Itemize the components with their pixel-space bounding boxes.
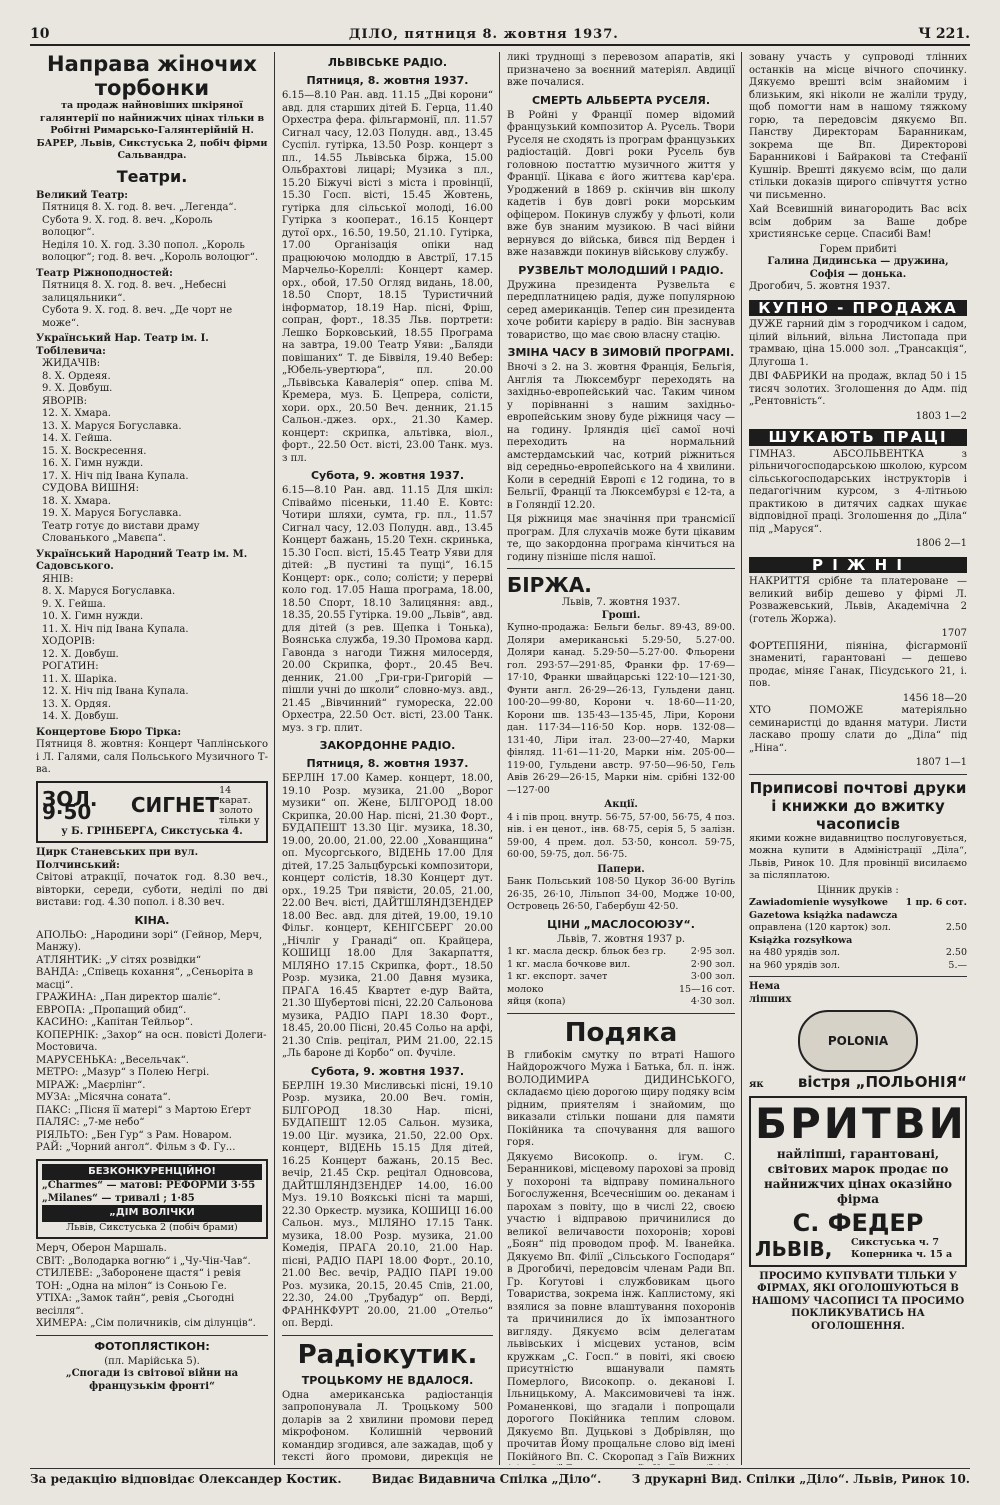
great-theatre-heading: Великий Театр:	[36, 189, 128, 201]
trotsky-text: Одна американська радіостанція запропонувала Л. Троцькому 500 доларів за 2 хвилини промови перед мікрофоном. Колишній червоний командир згодився, але зажадав, щоб у тексті його промови, дирекція не	[282, 1389, 494, 1463]
razor-city: ЛЬВІВ,	[755, 1236, 833, 1261]
list-item: СУДОВА ВИШНЯ:	[42, 483, 139, 494]
list-item: Неділя 10. X. год. 3.30 попол. „Король волоцюг“; год. 8. веч. „Король волоцюг“.	[42, 239, 259, 263]
list-item: МЕТРО: „Мазур“ з Полею Негрі.	[36, 1067, 210, 1078]
shoe-ad-title: БЕЗКОНКУРЕНЦІЙНО!	[42, 1164, 262, 1181]
ukr-theatre-heading: Український Нар. Театр ім. І. Тобілевича:	[36, 333, 209, 357]
list-item: 14. X. Довбуш.	[42, 711, 119, 722]
roussel-title: СМЕРТЬ АЛЬБЕРТА РУСЕЛЯ.	[531, 93, 711, 107]
polonia-brand: POLONIA	[827, 1033, 889, 1048]
footer-publisher: Видає Видавнича Спілка „Діло“.	[371, 1472, 602, 1486]
signet-name: СИГНЕТ	[130, 793, 220, 818]
list-item: 12. X. Хмара.	[42, 408, 111, 419]
maslo-title: ЦІНИ „МАСЛОСОЮЗУ“.	[547, 917, 695, 931]
foreign-saturday-program: БЕРЛІН 19.30 Мисливські пісні, 19.10 Розр. музика, 20.00 Веч. гомін, БІЛГОРОД 18.30 Нар. пісні, БУДАПЕШТ 12.05 Сальон. музика, 19.00 Ціг. музика, 21.50, 22.00 Орх. концерт, ВІДЕНЬ 15.15 Для дітей, 16.25 Концерт бажань, 20.15 Вес. вечір, 21.45 Скр. рецітал Одновсова, ДАЙТШЛЯНДЗЕНДЕР 14.00, 16.00 Муз. 19.10 Воякські пісні та марші, 22.30 Оркестр. музика, КОШИЦІ 16.00 Сальон. муз., МІЛЯНО 17.15 Танк. музика, 18.00 Розр. музика, 21.00 Комедія, ПРАГА 20.10, 21.00 Нар. пісні, РАДІО ПАРІ 18.00 Форт., 20.10, 21.00 Вес. вечір, РАДІО ПАРІ 19.00 Роз. музика, 20.15, 20.45 Спів, 21.00, 22.30, 24.00 „Трубадур“ оп. Верді, ФРАННКФУРТ 20.00, 21.00 „Отельо“ оп. Верді.	[282, 1080, 493, 1329]
mourn-line: Горем прибиті	[819, 243, 897, 255]
buy-sell-text: ДУЖЕ гарний дім з городчиком і садом, цілий вільний, вільна Листопада при трамваю, ціна 15.000 зол. „Трансакція“, Длугоша 1.	[749, 319, 967, 368]
list-item: ЯВОРІВ:	[42, 395, 88, 407]
shares-text: 4 і пів проц. внутр. 56·75, 57·00, 56·75, 4 поз. нів. і ен ценот., інв. 68·75, серія 5, 5 залізн. 59·00, 4 прем. дол. 53·50, консол. 59·75, 60·00, 59·75, дол. 56·75.	[507, 811, 735, 860]
price-label: 1 кг. експорт. зачет	[507, 971, 608, 982]
bag-ad-title: Направа жіночих торбонки	[47, 52, 257, 100]
list-item: 19. X. Маруся Богуславка.	[42, 508, 182, 519]
list-item: ТОН: „Одна на мілон“ із Соньою Ге.	[36, 1280, 227, 1292]
table-row	[749, 910, 967, 923]
table-row	[507, 946, 735, 959]
masthead	[30, 24, 970, 46]
cinema-title: КІНА.	[134, 913, 170, 927]
form-label: на 480 урядів зол.	[749, 947, 841, 958]
form-label: Zawiadomienie wysyłkowe	[749, 897, 888, 908]
shoe-ad-shop: „ДІМ ВОЛІЧКИ	[42, 1205, 262, 1222]
table-row	[507, 959, 735, 972]
misc-text-3: ХТО ПОМОЖЕ матеріяльно семинаристці до вдання матури. Листи ласкаво прошу слати до „Діла“ під „Ніна“.	[749, 705, 967, 754]
shares-heading: Акції.	[604, 799, 638, 810]
list-item: МІРАЖ: „Маєрлінг“.	[36, 1079, 146, 1091]
column-3	[501, 52, 742, 1465]
forms-text: якими кожне видавництво послуговується, можна купити в Адміністрації „Діла“, Львів, Ринок 10. Для провінції висилаємо за післяплатою.	[749, 832, 967, 881]
price-label: 1 кг. масла дескр. бльок без гр.	[507, 946, 667, 957]
signet-ad	[36, 781, 268, 844]
fdr-title: РУЗВЕЛЬТ МОЛОДШИЙ І РАДІО.	[518, 263, 724, 277]
circus-text: Світові атракції, початок год. 8.30 веч., вівторки, середи, суботи, неділі по дві вистави: год. 4.30 попол. і 8.30 веч.	[36, 872, 268, 908]
column-1	[30, 52, 275, 1465]
list-item: 17. X. Ніч під Івана Купала.	[42, 470, 189, 482]
form-price: 2.50	[945, 922, 967, 933]
shoe-ad	[36, 1159, 268, 1240]
list-item: ГРАЖИНА: „Пан директор шаліє“.	[36, 992, 221, 1003]
column-4	[743, 52, 973, 1465]
request-text: ПРОСИМО КУПУВАТИ ТІЛЬКИ У ФІРМАХ, ЯКІ ОГОЛОШУЮТЬСЯ В НАШОМУ ЧАСОПИСІ ТА ПРОСИМО ПОКЛИКУВАТИСЬ НА ОГОЛОШЕННЯ.	[751, 1270, 965, 1332]
misc-num-3: 1807 1—1	[915, 757, 967, 768]
form-price: 5.—	[948, 959, 967, 971]
list-item: 9. X. Гейша.	[42, 598, 106, 610]
misc-text-2: ФОРТЕПІЯНИ, піяніна, фісгармонії знамениті, гарантовані — дешево продає, міняє Ганак, Пісудського 21, і. пов.	[749, 640, 967, 689]
list-item: СТИЛЕВЕ: „Заборонене щастя“ і ревія	[36, 1268, 241, 1279]
shoe-ad-line: „Charmes“ — матові: РЕФОРМИ 3·55	[42, 1180, 256, 1191]
concert-text: Пятниця 8. жовтня: Концерт Чаплінського і Л. Галями, саля Польського Музичного Т-ва.	[36, 739, 268, 775]
list-item: ХИМЕРА: „Сім поличників, сім ділунців“.	[36, 1318, 256, 1329]
list-item: РАЙ: „Чорний ангол“. Фільм з Ф. Гу...	[36, 1142, 236, 1153]
misc-heading: Р І Ж Н І	[749, 557, 967, 574]
footer-editor: За редакцію відповідає Олександер Костик.	[30, 1472, 342, 1486]
list-item: ХОДОРІВ:	[42, 636, 96, 647]
saturday-heading: Субота, 9. жовтня 1937.	[310, 469, 465, 482]
razor-blade-icon	[798, 1010, 918, 1072]
saturday-program: 6.15—8.10 Ран. авд. 11.15 Для шкіл: Співаймо пісеньки, 11.40 Е. Ковтс: Чотири шляхи, сумта, гр. пл., 11.57 Сигнал часу, 12.03 Полудн. авд., 13.45 Концерт бажань, 15.20 Техн. скринька, 15.30 Госп. вісті, 15.45 Театр Уяви для дітей: „В пустині та пущі“, 16.15 Концерт: орк., соло; солісти; у перерві коло год. 17.05 Наша програма, 18.00, 18.50 Спорт, 18.10 Залицяння: авд., 18.35, 20.55 Гутірка. 19.00 „Львів“, авд. для дітей (з рев. Щепка і Тонька), Воянська служба, 19.30 Промова кард. Гавонда з нагоди Тижня милосердя, 20.00 Скрипка, форт., 20.45 Веч. денник, 21.00 „Гри-гри-Григорій — пішли учні до школи“ словно-муз. авд., 21.45 „Вівчинний“ гумореска, 22.00 Орхестра, 22.50 Ост. вісті, 23.00 Танк. муз. з гр. плит.	[282, 485, 493, 734]
thanks-continued: зовану участь у супроводі тлінних останків на місце вічного спочинку. Дякуємо врешті всім знайомим і близьким, які ніколи не жаліли труду, щоб помогти нам в нашому тяжкому горю, та передовсім дякуємо Вп. Панству Директорам Баранникам, зокрема ще Вп. Директорові Баранникові і Байракові та Стефанії Кушнір. Врешті дякуємо всім, що дали стільки доказів щирого співчуття устно чи письменно.	[749, 52, 967, 201]
list-item: КОПЕРНІК: „Захоp“ на осн. повісті Долеги-Мостовича.	[36, 1029, 267, 1053]
shoe-ad-addr: Львів, Сикстуська 2 (побіч брами)	[66, 1221, 238, 1233]
page-number: 10	[30, 26, 50, 42]
form-price: 1 пр. 6 сот.	[905, 897, 967, 908]
trotsky-title: ТРОЦЬКОМУ НЕ ВДАЛОСЯ.	[301, 1373, 474, 1387]
form-label: Gazetowa książka nadawcza	[749, 909, 898, 921]
work-heading: ШУКАЮТЬ ПРАЦІ	[749, 429, 967, 446]
list-item: ПАКС: „Пісня її матері“ з Мартою Еґерт	[36, 1104, 251, 1116]
buy-sell-heading: КУПНО - ПРОДАЖА	[749, 300, 967, 317]
table-row	[507, 984, 735, 997]
winter-text: Вночі з 2. на 3. жовтня Франція, Бельгія, Англія та Люксембург переходять на західньо-европейський час. Таким чином у порівнанні з нашим західньо-европейським знову буде ріжниця часу — на годину. Ірляндія цієї самої ночі переходить на нормальний амстердамський час, котрий ріжниться від середньо-европейського на 4 хвилини. Коли в середній Европі є 12 година, то в Бельгії, Франції та Люксембурзі є 12-та, а в Голяндії 12.20.	[507, 362, 735, 511]
list-item: Пятниця 8. X. год. 8. веч. „Легенда“.	[42, 202, 237, 213]
foreign-saturday-heading: Субота, 9. жовтня 1937.	[310, 1064, 465, 1078]
form-label: Książka rozsyłkowa	[749, 934, 853, 946]
price-value: 4·30 зол.	[690, 996, 735, 1007]
list-item: Субота 9. X. год. 8. веч. „Де чорт не може“.	[42, 305, 233, 329]
misc-num-1: 1707	[941, 628, 967, 639]
table-row	[749, 935, 967, 948]
factory-text: ДВІ ФАБРИКИ на продаж, вклад 50 і 15 тисяч золотих. Зголошення до Адм. під „Рентовність“.	[749, 371, 967, 407]
shoe-ad-line: „Milanes“ — тривалі ; 1·85	[42, 1192, 195, 1204]
list-item: 12. X. Довбуш.	[42, 648, 119, 660]
list-item: КАСИНО: „Капітан Тейльор“.	[36, 1017, 193, 1028]
birzha-title: БІРЖА.	[507, 573, 592, 597]
work-num: 1806 2—1	[915, 538, 967, 549]
list-item: УТІХА: „Замок тайн“, ревія „Сьогодні весілля“.	[36, 1293, 235, 1317]
table-row	[749, 922, 967, 935]
list-item: 10. X. Гимн нужди.	[42, 611, 144, 622]
list-item: 8. X. Ордеяя.	[42, 370, 111, 382]
thanks-continued-2: Хай Всевишній винагородить Вас всіх всім добрим за Ваше добре християнське серце. Спасибі Вам!	[749, 204, 967, 240]
list-item: РОГАТИН:	[42, 661, 99, 672]
photo-title: ФОТОПЛЯСТІКОН:	[94, 1339, 210, 1353]
misc-num-2: 1456 18—20	[902, 692, 967, 704]
forms-title: Приписові почтові друки і книжки до вжитку часописів	[749, 778, 967, 833]
list-item: Мерч, Оберон Маршаль.	[36, 1243, 167, 1254]
table-row	[749, 947, 967, 960]
list-item: 8. X. Маруся Богуславка.	[42, 586, 176, 597]
list-item: МАРУСЕНЬКА: „Весельчак“.	[36, 1054, 189, 1066]
maslo-date: Львів, 7. жовтня 1937 р.	[556, 933, 686, 945]
intro-text: ликі труднощі з перевозом апаратів, які призначено за воєнний матеріял. Авдиції вже почалися.	[507, 52, 735, 88]
lviv-radio-title: ЛЬВІВСЬКЕ РАДІО.	[327, 56, 448, 69]
factory-num: 1803 1—2	[915, 410, 967, 422]
list-item: ВАНДА: „Співець кохання“, „Сеньоріта в масці“.	[36, 967, 253, 991]
money-text: Купно-продажа: Бельги бельг. 89·43, 89·00. Доляри американські 5.29·50, 5.27·00. Доляри канад. 5.29·50—5.27·00. Фльорени гол. 293·57—291·85, Франки фр. 17·69—17·10, Франки швайцарські 122·10—121·30, Фунти англ. 26·29—26·13, Гульдени данц. 100·20—99·80, Корони ч. 18·60—11·20, Корони шв. 135·43—135·45, Ліри, Корони дан. 117·34—116·50 Кор. норв. 132·08—131·40, Ліри італ. 23·00—27·40, Марки фінляд. 11·61—11·20, Марки нім. 205·00—119·00, Гульдени австр. 97·50—96·50, Гель Авів 26·29—26·15, Марки нім. срібні 132·00—127·00	[507, 622, 735, 796]
papers-heading: Папери.	[597, 863, 645, 875]
column-2	[276, 52, 500, 1465]
winter-title: ЗМІНА ЧАСУ В ЗИМОВІЙ ПРОГРАМІ.	[507, 346, 735, 359]
list-item: Субота 9. X. год. 8. веч. „Король волоцюг“.	[42, 214, 213, 238]
price-value: 2·95 зол.	[690, 946, 735, 957]
razor-title: БРИТВИ	[755, 1098, 967, 1148]
list-item: Пятниця 8. X. год. 8. веч. „Небесні залицяльники“.	[42, 280, 227, 304]
price-value: 15—16 сот.	[678, 983, 735, 995]
foreign-friday-heading: Пятниця, 8. жовтня 1937.	[306, 757, 469, 770]
table-row	[507, 971, 735, 984]
footer-printer: З друкарні Вид. Спілки „Діло“. Львів, Ринок 10.	[631, 1472, 970, 1486]
thanks-text-2: Дякуємо Високопр. о. ігум. С. Беранникові, місцевому пароховi за провід у похороні та відправу поминального Богослуження, Всечеснішим оо. деканам і парохам з повіту, що в числі 22, своєю участю і відправою причинилися до великої величавости похоронів; хорові „Боян“ під проводом проф. М. Іванейка. Дякуємо Вп. Філії „Сільського Господаря“ в Дрогобичі, передовсім членам Ради Вп. Гр. Когутові і службовикам цього Товариства, зокрема інж. Каплистому, які взялися за повне влаштування похоронів та причинилися до їх імпозантного вигляду. Дякуємо всім делегатам львівських і місцевих установ, всім кружкам „С. Госп.“ в повіті, які своєю присутністю вшанували память Померлого, Високопр. о. деканові І. Ільницькому, А. Максимовичеві та інж. Романенкові, що згадали і попрощали дорогого Покійника теплим словом. Дякуємо Вп. Дуцькові з Добрівлян, що прочитав Йому прощальне слово від імені Покійного Вп. С. Скоропад з Гаїв Вижних	[507, 1151, 735, 1463]
list-item: МУЗА: „Місячна соната“.	[36, 1092, 171, 1103]
form-label: оправлена (120 карток) зол.	[749, 922, 891, 933]
list-item: ЯНІВ:	[42, 573, 74, 585]
foreign-radio-title: ЗАКОРДОННЕ РАДІО.	[319, 739, 456, 752]
signet-price: ЗОЛ. 9·50	[42, 787, 98, 824]
friday-program: 6.15—8.10 Ран. авд. 11.15 „Дві корони“ авд. для старших дітей Б. Герца, 11.40 Орхестра фера. фільгармонії, пл. 11.57 Сигнал часу, 12.03 Полудн. авд., 13.45 Суспіл. гутірка, 13.50 Розр. концерт з пл., 14.55 Львівська біржа, 15.00 Ольбрахтові лицарі; Музика з пл., 15.20 Біжучі вісті з міста і провінції, 15.30 Госп. вісті, 15.45 Жовтень, гутірка для сільської молоді, 16.00 Гутірка з кооперат., 16.15 Концерт дутої орх., 16.50, 19.50, 21.10. Гутірка, 17.00 Організація опіки над працюючою молоддю в Австрії, 17.15 Марчельо-Кореллі: Концерт камер. орх., обой, 17.50 Огляд видань, 18.00, 18.50 Спорт, 18.15 Туристичний інформатор, 18.19 Нар. пісні, Фріш, сопран, форт., 18.35 Льв. портрети: Лешко Борковський, 18.55 Програма на завтра, 19.00 Театр Уяви: „Баляди повішаних“ Т. де Біввіля, 19.40 Вебер: „Юбель-увертюра“, пл. 20.00 „Львівська Кавалерія“ опер. співа М. Кремера, муз. Б. Цепрера, солісти, хори. орх., 20.50 Веч. денник, 21.15 Сальон.-джез. орх., 21.30 Камер. концерт: скрипка, альтівка, віол., форт., 22.50 Ост. вісті, 23.00 Танк. муз. з пл.	[282, 90, 493, 464]
friday-heading: Пятниця, 8. жовтня 1937.	[306, 74, 469, 87]
list-item: 15. X. Воскресення.	[42, 445, 147, 457]
list-item: 14. X. Гейша.	[42, 433, 113, 444]
papers-text: Банк Польський 108·50 Цукор 36·00 Вугіль 26·35, 26·10, Лільпоп 34·00, Модже 10·00, Островець 26·50, Габербуш 42·50.	[507, 876, 735, 912]
price-value: 2·90 зол.	[690, 958, 735, 970]
signature-date: Дрогобич, 5. жовтня 1937.	[749, 281, 891, 292]
bag-ad-text: та продаж найновіших шкіряної галянтерії по найнижчих цінах тільки в Робітні Римарсько-Галянтерійній Н. БАРЕР, Львів, Сикстуська 2, побіч фірми Сальвандра.	[36, 100, 268, 161]
list-item: 13. X. Маруся Богуславка.	[42, 420, 182, 432]
table-row	[749, 897, 967, 910]
razor-ad	[749, 1096, 967, 1267]
list-item: АТЛЯНТИК: „У сітях розвідки“	[36, 954, 201, 966]
concert-heading: Концертове Бюро Тірка:	[36, 726, 182, 738]
price-value: 3·00 зол.	[690, 971, 735, 982]
forms-prices-heading: Цінник друків :	[817, 884, 899, 896]
razor-firm: С. ФЕДЕР	[792, 1208, 924, 1237]
price-label: молоко	[507, 983, 544, 995]
list-item: 12. X. Ніч під Івана Купала.	[42, 686, 189, 697]
polonia-as: як	[749, 1079, 764, 1090]
list-item: 11. X. Шаріка.	[42, 673, 117, 685]
winter-text-2: Ця ріжниця має значіння при трансмісії програм. Для слухачів може бути цікавим те, що закордонна програма кінчиться на годину пізніше після нашої.	[507, 514, 735, 563]
list-item: ЖИДАЧІВ:	[42, 358, 101, 369]
money-heading: Гроші.	[601, 609, 641, 621]
price-label: 1 кг. масла бочкове вил.	[507, 958, 631, 970]
list-item: АПОЛЬО: „Народини зорі“ (Гейнор, Мерч, Манжу).	[36, 929, 263, 953]
masthead-title: ДІЛО, пятниця 8. жовтня 1937.	[348, 26, 619, 42]
thanks-text: В глибокім смутку по втраті Нашого Найдорожчого Мужа і Батька, бл. п. інж. ВОЛОДИМИРА ДИДИНСЬКОГО, складаємо цією дорогою щиру подяку всім рідним, приятелям і знайомим, що виказали стільки пошани для памяти Покійника та спочування для вашого горя.	[507, 1049, 735, 1148]
list-item: 16. X. Гимн нужди.	[42, 458, 144, 469]
polonia-bottom: вістря „ПОЛЬОНІЯ“	[797, 1073, 967, 1091]
photo-sub: (пл. Марійська 5).	[104, 1355, 200, 1367]
list-item: РІЯЛЬТО: „Бен Гур“ з Рам. Новаром.	[36, 1129, 232, 1141]
list-item: Театр готує до вистави драму Слованького „Мавєпа“.	[42, 520, 200, 544]
table-row	[507, 996, 735, 1009]
birzha-date: Львів, 7. жовтня 1937.	[561, 597, 681, 608]
circus-heading: Цирк Станевських при вул. Полчинський:	[36, 847, 199, 871]
list-item: 11. X. Ніч під Івана Купала.	[42, 623, 189, 635]
list-item: СВІТ: „Володарка вогню“ і „Чу-Чін-Чав“.	[36, 1255, 251, 1267]
signature: Галина Дидинська — дружина, Софія — донька.	[767, 256, 949, 280]
misc-text-1: НАКРИТТЯ срібне та платероване — великий вибір дешево у фірмі Л. Розважевський, Львів, Академічна 2 (готель Жоржа).	[749, 576, 967, 625]
issue-number: Ч 221.	[918, 26, 970, 42]
list-item: ПАЛЯС: „7-ме небо“	[36, 1117, 145, 1128]
work-text: ГІМНАЗ. АБСОЛЬВЕНТКА з рільничогосподарською школою, курсом сільськогосподарських інструкторів і педагогічним курсом, з 4-літньою практикою в дитячих садках шукає відповідної праці. Зголошення до „Діла“ під „Маруся“.	[749, 448, 967, 535]
photo-text: „Спогади із світової війни на французькім фронті“	[65, 1368, 239, 1392]
signet-addr: у Б. ГРІНБЕРГА, Сикстуська 4.	[61, 825, 243, 837]
list-item: 18. X. Хмара.	[42, 495, 111, 507]
razor-text: найліпші, гарантовані, світових марок продає по найнижчих цінах оказійно фірма	[764, 1146, 952, 1206]
fdr-text: Дружина президента Рузвельта є передплатницею радія, дуже популярною серед американців. Тепер син президента хоче робити карієру в радіо. Він заснував товариство, що має свою власну стацію.	[507, 279, 735, 341]
table-row	[749, 960, 967, 973]
razor-addr: Сикстуська ч. 7 Коперника ч. 15 а	[851, 1236, 953, 1260]
theatres-title: Театри.	[116, 166, 188, 186]
list-item: 13. X. Ордяя.	[42, 698, 112, 710]
variety-heading: Театр Ріжноподностей:	[36, 267, 173, 279]
polonia-top: Нема ліпших	[749, 981, 792, 1005]
list-item: ЕВРОПА: „Пропащий обид“.	[36, 1004, 187, 1016]
radio-corner-title: Радіокутик.	[297, 1339, 478, 1370]
footer	[30, 1468, 970, 1488]
form-label: на 960 урядів зол.	[749, 959, 841, 971]
foreign-friday-program: БЕРЛІН 17.00 Камер. концерт, 18.00, 19.10 Розр. музика, 21.00 „Ворог музики“ оп. Жене, БІЛГОРОД 18.00 Скрипка, 20.00 Нар. пісні, 21.30 Форт., БУДАПЕШТ 13.30 Ціг. музика, 18.30, 19.00, 20.00, 21.00, 22.00 „Хованщина“ оп. Мусоргського, ВІДЕНЬ 17.00 Для дітей, 17.25 Зальцбурські композитори, концерт солістів, 18.30 Концерт дут. орх., 19.25 Три пявісти, 20.05, 21.00, 22.00 Веч. вісті, ДАЙТШЛЯНДЗЕНДЕР 18.00 Вес. авд. для дітей, 19.00, 19.10 Фільг. концерт, КЕНІГСБЕРГ 20.00 „Нічліг у Гранаді“ оп. Крайцера, КОШИЦІ 18.00 Для Закарпаття, МІЛЯНО 17.15 Скрипка, форт., 18.50 Розр. музика, 21.00 Давня музика, ПРАГА 16.45 Квартет е-дур Вайта, 21.30 Шубертові пісні, 22.20 Сальонова музика, РАДІО ПАРІ 18.30 Форт., 18.45, 20.00 Пісні, 20.45 Сольо на арфі, 21.30 Спів. рецітал, РИМ 21.00, 22.15 „Ль бароне ді Корбо“ оп. Фучіле.	[282, 773, 493, 1059]
thanks-title: Подяка	[564, 1017, 678, 1048]
list-item: 9. X. Довбуш.	[42, 383, 113, 394]
form-price: 2.50	[945, 947, 967, 958]
signet-side: 14 карат. золото тільки у	[219, 784, 260, 826]
ukr2-heading: Український Народний Театр ім. М. Садовського.	[36, 548, 248, 572]
roussel-text: В Ройні у Франції помер відомий французький композитор А. Русель. Твори Руселя не сходять із програм французьких радіостацій. Довгі роки Русель був головною постаттю музичного життя у Франції. Цікава є його життєва кар'єра. Уроджений в 1869 р. скінчив він школу кадетів і був довгі роки морським офіцером. Покинув службу у фльоті, коли вже був знаним музикою. В часі війни вернувся до війська, бився під Верден і вже назавжди покинув військову службу.	[507, 109, 735, 258]
price-label: яйця (копа)	[507, 996, 566, 1007]
